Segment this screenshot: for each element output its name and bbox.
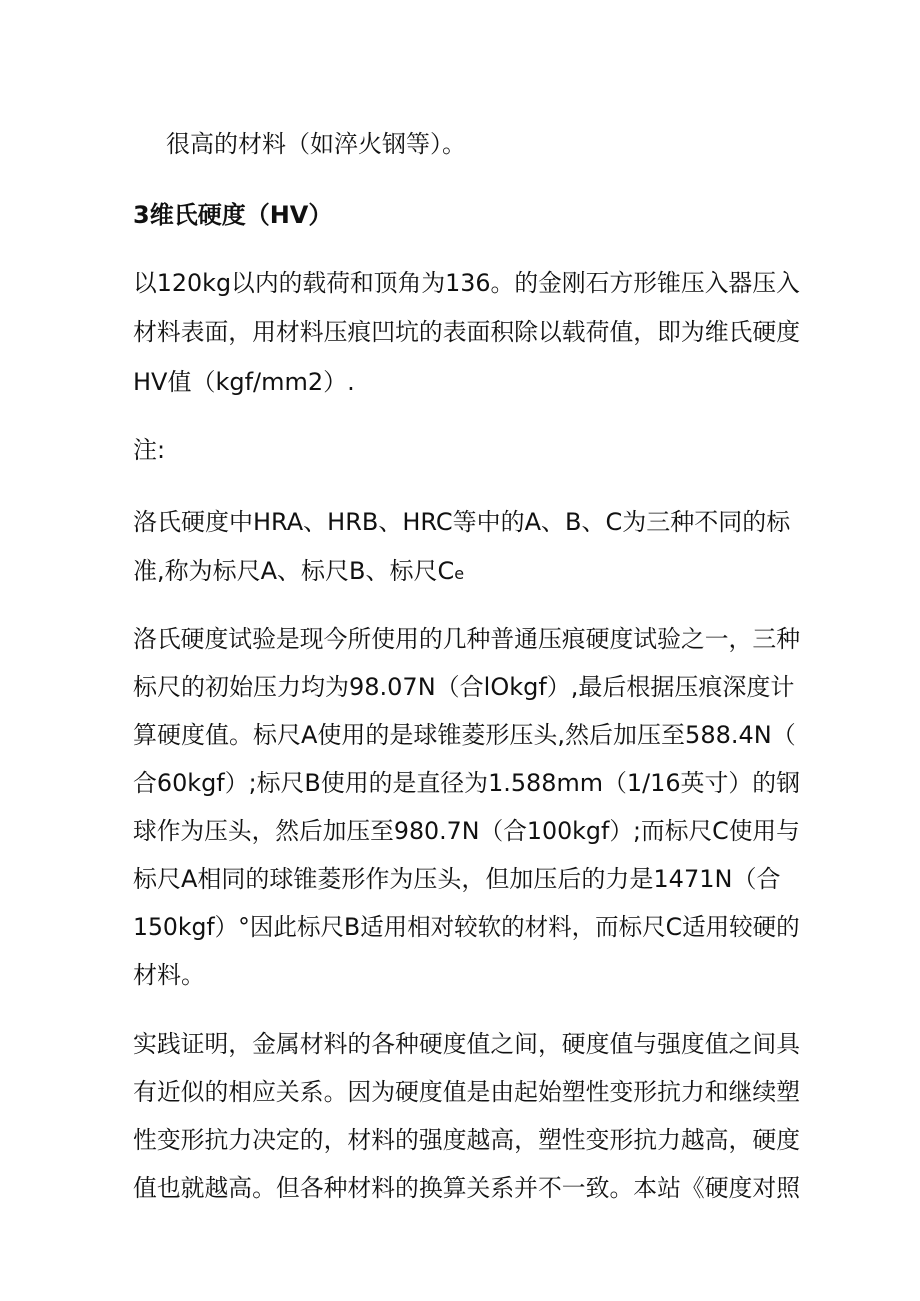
- section-heading: 3维氏硬度（HV）: [133, 201, 333, 229]
- paragraph-line: 洛氏硬度试验是现今所使用的几种普通压痕硬度试验之一，三种: [133, 625, 801, 653]
- paragraph-line: 标尺的初始压力均为98.07N（合lOkgf）,最后根据压痕深度计: [133, 673, 795, 701]
- paragraph-line: 150kgf）°因此标尺B适用相对较软的材料，而标尺C适用较硬的: [133, 913, 800, 941]
- paragraph-line: 以120kg以内的载荷和顶角为136。的金刚石方形锥压入器压入: [133, 269, 800, 297]
- paragraph-line: 洛氏硬度中HRA、HRB、HRC等中的A、B、C为三种不同的标: [133, 508, 791, 536]
- intro-tail-line: 很高的材料（如淬火钢等）。: [166, 130, 466, 158]
- paragraph-line: 合60kgf）;标尺B使用的是直径为1.588mm（1∕16英寸）的钢: [133, 769, 801, 797]
- paragraph-line-text: 准,称为标尺A、标尺B、标尺C: [133, 557, 455, 585]
- paragraph-line: 有近似的相应关系。因为硬度值是由起始塑性变形抗力和继续塑: [133, 1078, 801, 1106]
- paragraph-line: [133, 555, 464, 590]
- paragraph-line: 材料。: [133, 961, 205, 989]
- paragraph-line: HV值（kgf∕mm2）.: [133, 368, 355, 396]
- paragraph-line: 材料表面，用材料压痕凹坑的表面积除以载荷值，即为维氏硬度: [133, 318, 801, 346]
- paragraph-line: 值也就越高。但各种材料的换算关系并不一致。本站《硬度对照: [133, 1174, 801, 1202]
- paragraph-line-suffix: e: [454, 564, 465, 583]
- paragraph-line: 实践证明，金属材料的各种硬度值之间，硬度值与强度值之间具: [133, 1030, 801, 1058]
- paragraph-line: 性变形抗力决定的，材料的强度越高，塑性变形抗力越高，硬度: [133, 1126, 801, 1154]
- paragraph-line: 球作为压头，然后加压至980.7N（合100kgf）;而标尺C使用与: [133, 817, 800, 845]
- note-label: 注:: [133, 436, 166, 464]
- paragraph-line: 标尺A相同的球锥菱形作为压头，但加压后的力是1471N（合: [133, 865, 781, 893]
- paragraph-line: 算硬度值。标尺A使用的是球锥菱形压头,然后加压至588.4N（: [133, 721, 796, 749]
